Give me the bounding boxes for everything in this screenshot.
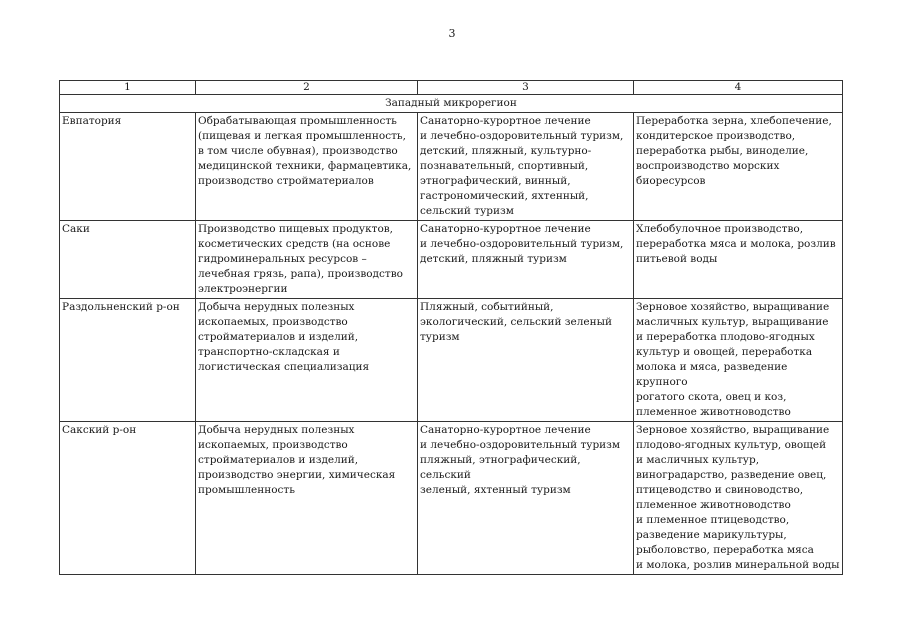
column-header-3: 3 xyxy=(418,81,634,95)
column-header-2: 2 xyxy=(196,81,418,95)
region-header-row xyxy=(60,95,843,113)
table-row xyxy=(60,299,843,422)
table-header-row xyxy=(60,81,843,95)
row-industry-cell: Добыча нерудных полезных ископаемых, производство стройматериалов и изделий, производство энергии, химическая промышленность xyxy=(196,422,418,575)
row-tourism-cell: Санаторно-курортное лечение и лечебно-оздоровительный туризм, детский, пляжный, культурно- познавательный, спортивный, этнографический, винный, гастрономический, яхтенный, сельский туризм xyxy=(418,113,634,221)
row-tourism-cell: Санаторно-курортное лечение и лечебно-оздоровительный туризм пляжный, этнографический, сельский зеленый, яхтенный туризм xyxy=(418,422,634,575)
row-industry-cell: Обрабатывающая промышленность (пищевая и легкая промышленность, в том числе обувная), производство медицинской техники, фармацевтика, производство стройматериалов xyxy=(196,113,418,221)
row-industry-cell: Добыча нерудных полезных ископаемых, производство стройматериалов и изделий, транспортно-складская и логистическая специализация xyxy=(196,299,418,422)
column-header-4: 4 xyxy=(634,81,843,95)
row-name-cell: Евпатория xyxy=(60,113,196,221)
region-title: Западный микрорегион xyxy=(60,95,843,113)
row-name-cell: Саки xyxy=(60,221,196,299)
row-agriculture-cell: Хлебобулочное производство, переработка мяса и молока, розлив питьевой воды xyxy=(634,221,843,299)
row-name-cell: Раздольненский р-он xyxy=(60,299,196,422)
row-tourism-cell: Пляжный, событийный, экологический, сельский зеленый туризм xyxy=(418,299,634,422)
row-name-cell: Сакский р-он xyxy=(60,422,196,575)
column-header-1: 1 xyxy=(60,81,196,95)
row-agriculture-cell: Переработка зерна, хлебопечение, кондитерское производство, переработка рыбы, виноделие, воспроизводство морских биоресурсов xyxy=(634,113,843,221)
row-agriculture-cell: Зерновое хозяйство, выращивание плодово-ягодных культур, овощей и масличных культур, виноградарство, разведение овец, птицеводство и свиноводство, племенное животноводство и племенное птицеводство, разведение марикультуры, рыболовство, переработка мяса и молока, розлив минеральной воды xyxy=(634,422,843,575)
table-row xyxy=(60,113,843,221)
table-row xyxy=(60,221,843,299)
page-number: 3 xyxy=(448,27,456,40)
regions-table xyxy=(59,80,843,575)
table-row xyxy=(60,422,843,575)
row-industry-cell: Производство пищевых продуктов, косметических средств (на основе гидроминеральных ресурсов – лечебная грязь, рапа), производство электроэнергии xyxy=(196,221,418,299)
row-agriculture-cell: Зерновое хозяйство, выращивание масличных культур, выращивание и переработка плодово-ягодных культур и овощей, переработка молока и мяса, разведение крупного рогатого скота, овец и коз, племенное животноводство xyxy=(634,299,843,422)
row-tourism-cell: Санаторно-курортное лечение и лечебно-оздоровительный туризм, детский, пляжный туризм xyxy=(418,221,634,299)
